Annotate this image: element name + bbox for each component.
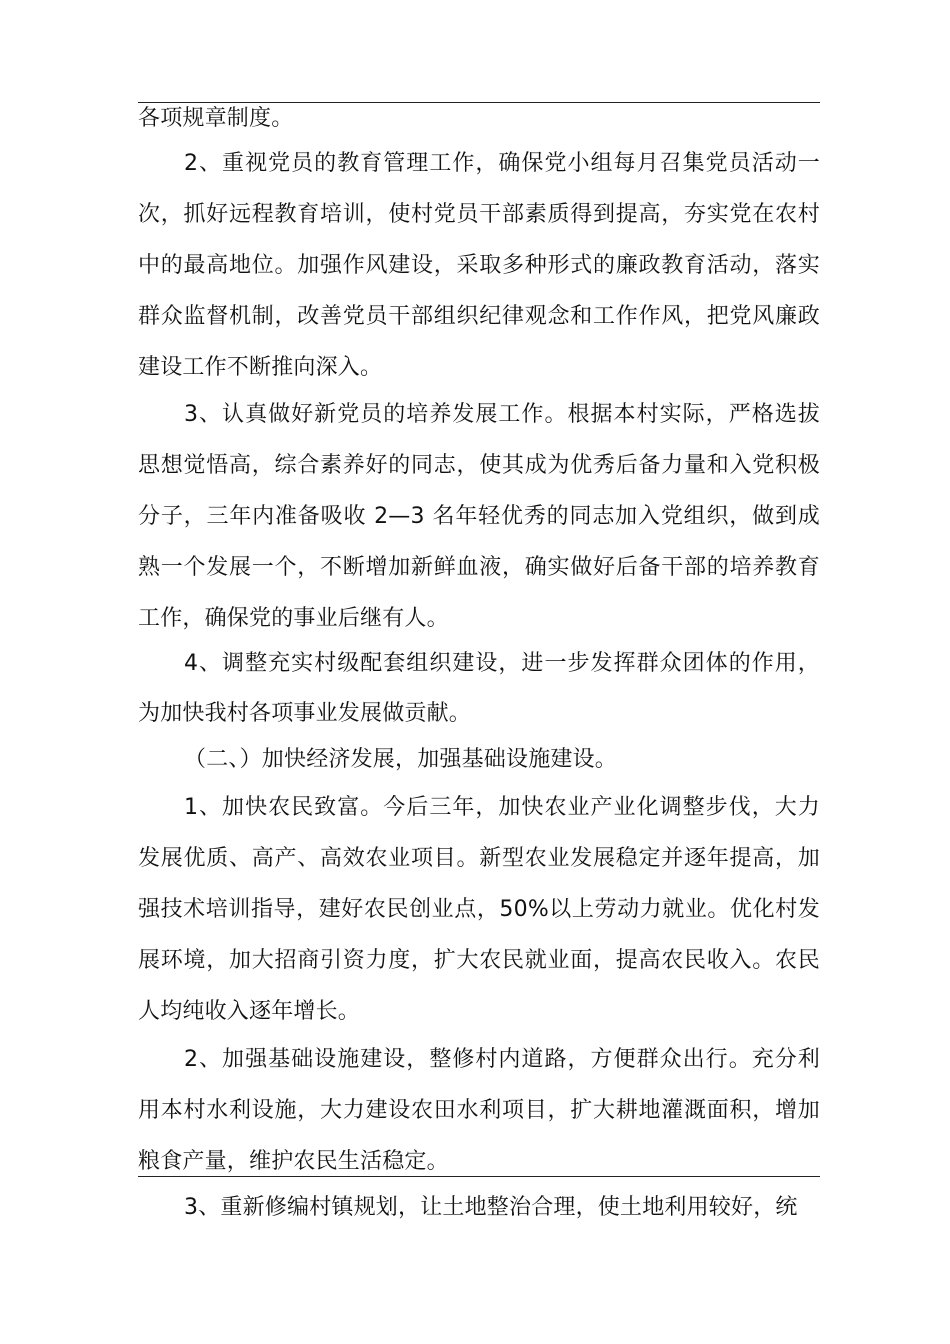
text-line: 为加快我村各项事业发展做贡献。: [138, 701, 472, 726]
paragraph-start-line: 2、重视党员的教育管理工作，确保党小组每月召集党员活动一: [184, 151, 820, 176]
text-line: 思想觉悟高，综合素养好的同志，使其成为优秀后备力量和入党积极: [138, 453, 820, 478]
text-line: 建设工作不断推向深入。: [138, 355, 383, 380]
text-line: 人均纯收入逐年增长。: [138, 999, 361, 1024]
text-line: 分子，三年内准备吸收 2—3 名年轻优秀的同志加入党组织，做到成: [138, 504, 820, 529]
section-heading: （二、）加快经济发展，加强基础设施建设。: [184, 747, 618, 772]
paragraph-start-line: 3、重新修编村镇规划，让土地整治合理，使土地利用较好，统: [184, 1195, 798, 1220]
text-line: 各项规章制度。: [138, 106, 294, 131]
text-line: 次，抓好远程教育培训，使村党员干部素质得到提高，夯实党在农村: [138, 202, 820, 227]
text-line: 强技术培训指导，建好农民创业点，50%以上劳动力就业。优化村发: [138, 897, 820, 922]
text-line: 展环境，加大招商引资力度，扩大农民就业面，提高农民收入。农民: [138, 948, 820, 973]
paragraph-start-line: 2、加强基础设施建设，整修村内道路，方便群众出行。充分利: [184, 1047, 820, 1072]
text-line: 中的最高地位。加强作风建设，采取多种形式的廉政教育活动，落实: [138, 253, 820, 278]
text-line: 群众监督机制，改善党员干部组织纪律观念和工作作风，把党风廉政: [138, 304, 820, 329]
page-break-rule: [138, 1176, 820, 1177]
text-line: 熟一个发展一个，不断增加新鲜血液，确实做好后备干部的培养教育: [138, 555, 820, 580]
text-line: 工作，确保党的事业后继有人。: [138, 606, 449, 631]
text-line: 粮食产量，维护农民生活稳定。: [138, 1149, 449, 1174]
text-line: 用本村水利设施，大力建设农田水利项目，扩大耕地灌溉面积，增加: [138, 1098, 820, 1123]
text-line: 发展优质、高产、高效农业项目。新型农业发展稳定并逐年提高，加: [138, 846, 820, 871]
paragraph-start-line: 1、加快农民致富。今后三年，加快农业产业化调整步伐，大力: [184, 795, 820, 820]
paragraph-start-line: 4、调整充实村级配套组织建设，进一步发挥群众团体的作用，: [184, 651, 820, 676]
paragraph-start-line: 3、认真做好新党员的培养发展工作。根据本村实际，严格选拔: [184, 402, 820, 427]
